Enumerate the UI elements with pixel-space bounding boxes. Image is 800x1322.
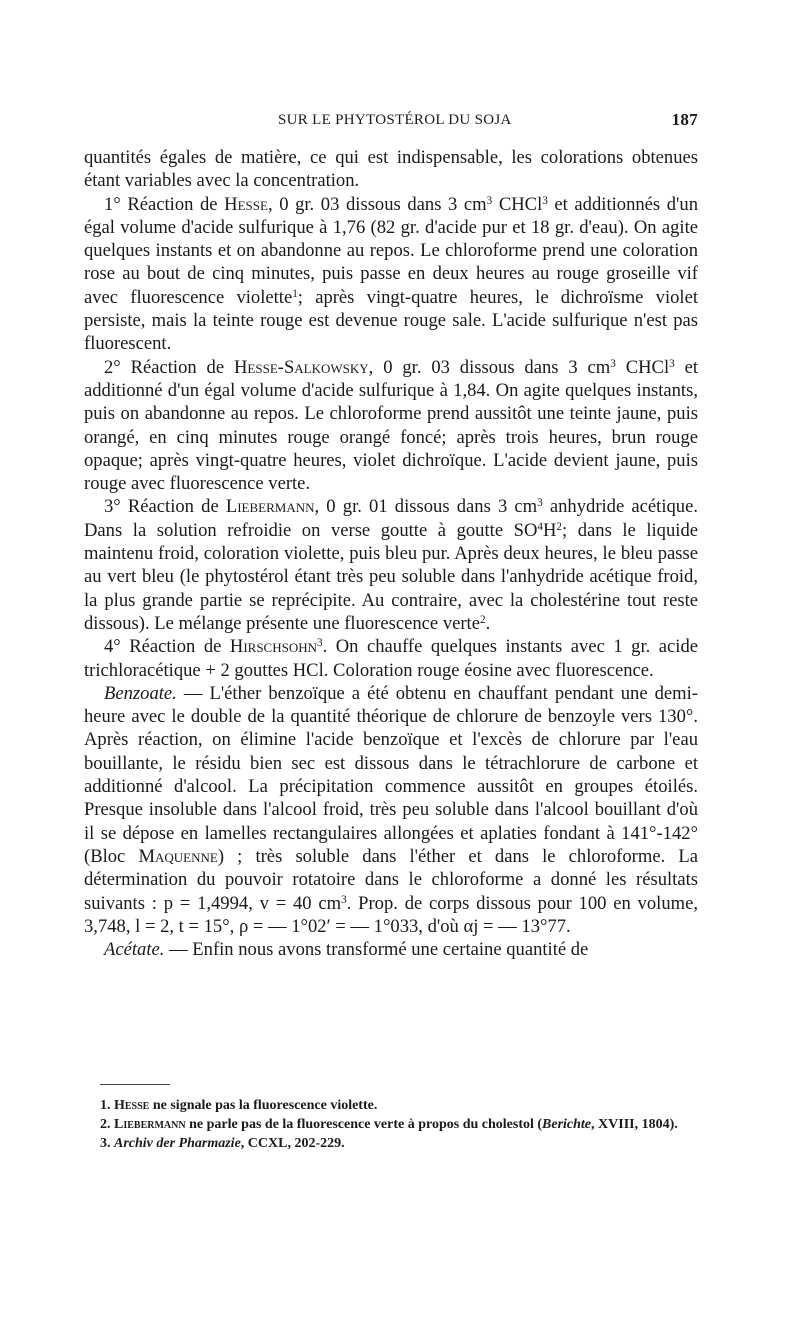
section-label: Acétate. [104, 939, 165, 961]
author-name: Hirschsohn [229, 636, 318, 658]
paragraph-liebermann-reaction: 3° Réaction de Liebermann, 0 gr. 01 dissous dans 3 $cm^3$ anhydride acétique. Dans la solution refroidie on verse goutte à goutte $SO^4H^2$; dans le liquide maintenu froid, coloration violette, puis bleu pur. Après deux heures, le bleu passe au vert bleu (le phytostérol étant très peu soluble dans l'anhydride acétique froid, la plus grande partie se reprécipite. Au contraire, avec la cholestérine tout reste dissous). Le mélange présente une fluorescence verte$^2$. [84, 496, 698, 634]
paragraph-intro: quantités égales de matière, ce qui est indispensable, les colorations obtenues étant variables avec la concentration. [84, 147, 698, 192]
author-name: Maquenne [138, 845, 218, 867]
footnotes [100, 1096, 698, 1153]
running-title: SUR LE PHYTOSTÉROL DU SOJA [278, 112, 512, 128]
footnote-1: 1. Hesse ne signale pas la fluorescence violette. [100, 1098, 378, 1113]
section-label: Benzoate. [104, 682, 177, 704]
paragraph-benzoate: Benzoate. — L'éther benzoïque a été obtenu en chauffant pendant une demi-heure avec le double de la quantité théorique de chlorure de benzoyle vers 130°. Après réaction, on élimine l'acide benzoïque et l'excès de chlorure par l'eau bouillante, le résidu bien sec est dissous dans le tétrachlorure de carbone et additionné d'alcool. La précipitation commence aussitôt en groupes étoilés. Presque insoluble dans l'alcool froid, très peu soluble dans l'alcool bouillant d'où il se dépose en lamelles rectangulaires allongées et aplaties fondant à 141°-142° (Bloc Maquenne) ; très soluble dans l'éther et dans le chloroforme. La détermination du pouvoir rotatoire dans le chloroforme a donné les résultats suivants : p = 1,4994, v = 40 $cm^3$. Prop. de corps dissous pour 100 en volume, 3,748, l = 2, t = 15°, ρ = — 1°02′ = — 1°033, d'où αj = — 13°77. [84, 682, 698, 937]
author-name: Liebermann [225, 496, 315, 518]
footnote-ref: 1 [292, 287, 298, 300]
paragraph-hesse-salkowsky-reaction: 2° Réaction de Hesse-Salkowsky, 0 gr. 03 dissous dans 3 $cm^3$ CHCl$^3$ et additionné d'un égal volume d'acide sulfurique à 1,84. On agite quelques instants, puis on abandonne au repos. Le chloroforme prend aussitôt une teinte jaune, puis orangé, en cinq minutes rouge orangé foncé; après trois heures, brun rouge opaque; après vingt-quatre heures, violet dichroïque. L'acide devient jaune, puis rouge avec fluorescence verte. [84, 356, 698, 495]
footnote-3: 3. Archiv der Pharmazie, CCXL, 202-229. [100, 1136, 345, 1151]
footnote-ref: 2 [479, 613, 486, 626]
paragraph-hesse-reaction: 1° Réaction de Hesse, 0 gr. 03 dissous dans 3 $cm^3$ CHCl$^3$ et additionnés d'un égal volume d'acide sulfurique à 1,76 (82 gr. d'acide pur et 18 gr. d'eau). On agite quelques instants et on abandonne au repos. Le chloroforme prend une coloration rose au bout de cinq minutes, puis passe en deux heures au rouge groseille vif avec fluorescence violette$^1$; après vingt-quatre heures, le dichroïsme violet persiste, mais la teinte rouge est devenue rouge sale. L'acide sulfurique n'est pas fluorescent. [84, 193, 698, 355]
footnote-divider [100, 1084, 170, 1085]
paragraph-acetate: Acétate. — Enfin nous avons transformé une certaine quantité de [104, 939, 589, 961]
footnote-2: 2. Liebermann ne parle pas de la fluorescence verte à propos du cholestol (Berichte, XVIII, 1804). [100, 1117, 678, 1132]
author-name: Hesse [224, 193, 268, 215]
page-header [80, 108, 698, 132]
page-number: 187 [671, 110, 698, 129]
body-text [84, 146, 698, 961]
author-name: Hesse-Salkowsky [233, 356, 369, 378]
paragraph-hirschsohn-reaction: 4° Réaction de Hirschsohn$^3$. On chauffe quelques instants avec 1 gr. acide trichloracétique + 2 gouttes HCl. Coloration rouge éosine avec fluorescence. [84, 636, 698, 681]
footnote-ref: 3 [317, 637, 323, 650]
